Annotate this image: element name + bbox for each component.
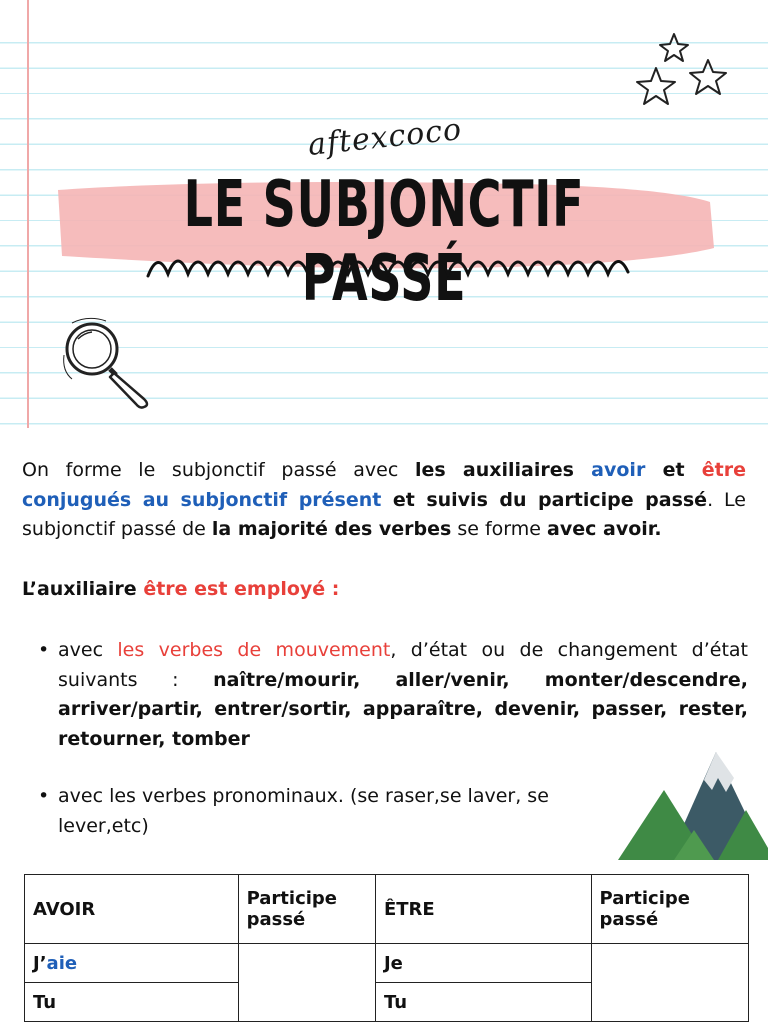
stars-icon — [628, 28, 738, 123]
conjugated-phrase: conjugués au subjonctif présent — [22, 488, 382, 511]
etre-keyword: être — [701, 459, 747, 481]
page-title: LE SUBJONCTIF PASSÉ — [183, 168, 585, 316]
intro-text: les auxiliaires — [414, 459, 592, 481]
intro-text: et suivis du participe passé — [381, 488, 708, 511]
header-participe: Participe passé — [591, 875, 748, 944]
conjugation-table — [24, 874, 749, 1022]
bullet-text: avec les verbes pronominaux. (se raser,se laver, se lever,etc) — [58, 785, 549, 837]
avoir-keyword: avoir — [591, 459, 646, 481]
heading-text-red: être est employé : — [143, 578, 340, 600]
participe-cell — [591, 944, 748, 1022]
squiggle-underline — [144, 244, 634, 284]
magnifier-icon — [58, 315, 158, 410]
etre-cell: Tu — [375, 983, 591, 1022]
table-header-row — [25, 875, 749, 944]
avoir-cell — [25, 944, 239, 983]
participe-cell — [238, 944, 375, 1022]
verb-list: naître/mourir, aller/venir, monter/descendre, arriver/partir, entrer/sortir, apparaître, devenir, passer, rester, retourner, tomber — [58, 668, 749, 750]
intro-text: . Le subjonctif passé de — [22, 488, 746, 540]
etre-heading — [22, 578, 339, 600]
intro-section — [22, 456, 746, 545]
bullet-text: , d’état ou de changement d’état suivants : — [58, 639, 748, 691]
intro-text: la majorité des verbes — [211, 518, 452, 540]
list-item — [22, 636, 748, 754]
header-etre: ÊTRE — [375, 875, 591, 944]
intro-text: et — [645, 459, 702, 481]
list-item — [22, 782, 588, 841]
intro-text: avec avoir. — [547, 518, 662, 540]
header-avoir: AVOIR — [25, 875, 239, 944]
mountains-illustration — [618, 748, 768, 864]
pronoun: J’ — [33, 952, 47, 974]
intro-text: se forme — [451, 518, 548, 540]
movement-verbs: les verbes de mouvement — [117, 639, 391, 661]
etre-cell: Je — [375, 944, 591, 983]
table-row — [25, 944, 749, 983]
auxiliary: aie — [46, 952, 78, 974]
heading-text: L’auxiliaire — [22, 578, 144, 600]
brand-signature: aftexcoco — [306, 112, 464, 163]
notebook-header — [0, 0, 768, 428]
header-participe: Participe passé — [238, 875, 375, 944]
intro-text: On forme le subjonctif passé avec — [22, 459, 415, 481]
bullet-text: avec — [58, 639, 118, 661]
margin-line — [27, 0, 29, 428]
avoir-cell: Tu — [25, 983, 239, 1022]
intro-paragraph — [22, 456, 746, 545]
